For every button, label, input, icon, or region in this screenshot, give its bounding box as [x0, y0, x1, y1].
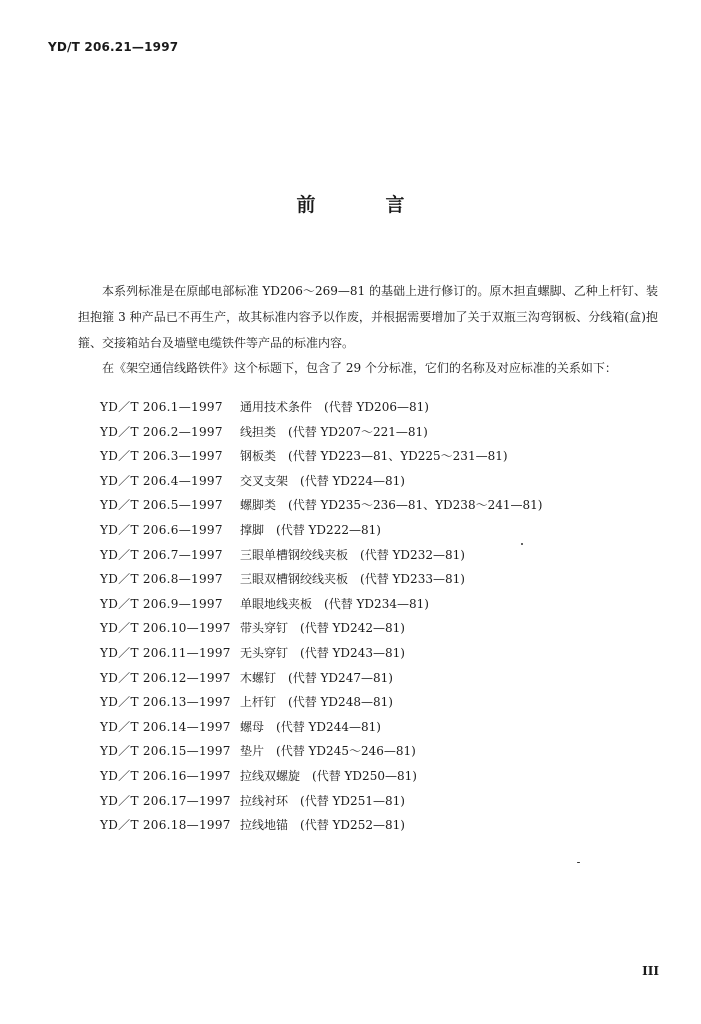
standard-code: YD／T 206.11—1997 [100, 645, 231, 660]
standard-replaces: (代替 YD251—81) [300, 793, 405, 808]
standard-name: 交叉支架 [240, 473, 289, 488]
standard-code: YD／T 206.13—1997 [100, 695, 231, 710]
standard-code: YD／T 206.3—1997 [100, 449, 223, 464]
standard-replaces: (代替 YD250—81) [312, 768, 417, 783]
standard-name: 垫片 [240, 744, 265, 759]
standard-row [100, 518, 542, 543]
standard-row [100, 469, 542, 494]
standard-row [100, 493, 542, 518]
standard-replaces: (代替 YD243—81) [300, 645, 405, 660]
standard-row [100, 690, 542, 715]
scan-speck [577, 862, 580, 863]
standard-code: YD／T 206.17—1997 [100, 793, 231, 808]
standard-replaces: (代替 YD245～246—81) [276, 744, 416, 759]
standard-code: YD／T 206.8—1997 [100, 572, 223, 587]
standard-row [100, 813, 542, 838]
standard-name: 带头穿钉 [240, 621, 289, 636]
standard-name: 拉线双螺旋 [240, 768, 301, 783]
standard-code: YD／T 206.7—1997 [100, 547, 223, 562]
standard-replaces: (代替 YD247—81) [288, 670, 393, 685]
standard-code: YD／T 206.14—1997 [100, 719, 231, 734]
standard-name: 螺脚类 [240, 498, 277, 513]
standard-replaces: (代替 YD232—81) [360, 547, 465, 562]
standard-row [100, 395, 542, 420]
standard-code: YD／T 206.1—1997 [100, 400, 223, 414]
standard-code: YD／T 206.18—1997 [100, 818, 231, 833]
standard-row [100, 666, 542, 691]
standard-row [100, 739, 542, 764]
page-title: 前言 [296, 194, 475, 216]
standard-row [100, 567, 542, 592]
standard-row [100, 764, 542, 789]
standard-replaces: (代替 YD234—81) [324, 596, 429, 611]
standard-code: YD／T 206.10—1997 [100, 621, 231, 636]
document-code: YD/T 206.21—1997 [48, 40, 179, 54]
standard-row [100, 715, 542, 740]
standard-code: YD／T 206.4—1997 [100, 473, 223, 488]
standard-replaces: (代替 YD223—81、YD225～231—81) [288, 449, 508, 464]
page-number: III [642, 964, 659, 978]
standard-row [100, 543, 542, 568]
standard-replaces: (代替 YD224—81) [300, 473, 405, 488]
standard-name: 三眼单槽钢绞线夹板 [240, 547, 349, 562]
standard-row [100, 641, 542, 666]
standard-replaces: (代替 YD222—81) [276, 522, 381, 537]
standard-code: YD／T 206.12—1997 [100, 670, 231, 685]
standard-name: 螺母 [240, 719, 265, 734]
standard-name: 上杆钉 [240, 695, 277, 710]
standard-code: YD／T 206.9—1997 [100, 596, 223, 611]
standard-row [100, 789, 542, 814]
standard-replaces: (代替 YD235～236—81、YD238～241—81) [288, 498, 543, 513]
standard-code: YD／T 206.15—1997 [100, 744, 231, 759]
standard-name: 通用技术条件 [240, 400, 313, 414]
standard-name: 无头穿钉 [240, 645, 289, 660]
standards-list [100, 395, 542, 838]
standard-code: YD／T 206.2—1997 [100, 424, 223, 439]
standard-replaces: (代替 YD206—81) [324, 400, 429, 414]
standard-replaces: (代替 YD207～221—81) [288, 424, 428, 439]
standard-row [100, 420, 542, 445]
standard-row [100, 444, 542, 469]
standard-name: 拉线地锚 [240, 818, 289, 833]
standard-replaces: (代替 YD242—81) [300, 621, 405, 636]
intro-paragraph: 本系列标准是在原邮电部标准 YD206～269—81 的基础上进行修订的。原木担直螺脚、乙种上杆钉、装担抱箍 3 种产品已不再生产，故其标准内容予以作废，并根据需要增加了关于双瓶三沟弯钢板、分线箱(盒)抱箍、交接箱站台及墙壁电缆铁件等产品的标准内容。 [78, 284, 658, 350]
standard-replaces: (代替 YD244—81) [276, 719, 381, 734]
standard-name: 撑脚 [240, 522, 265, 537]
standard-code: YD／T 206.6—1997 [100, 522, 223, 537]
standard-name: 线担类 [240, 424, 277, 439]
standard-name: 钢板类 [240, 449, 277, 464]
standard-name: 三眼双槽钢绞线夹板 [240, 572, 349, 587]
standard-row [100, 616, 542, 641]
scan-speck [521, 543, 523, 545]
standard-name: 单眼地线夹板 [240, 596, 313, 611]
standard-code: YD／T 206.16—1997 [100, 768, 231, 783]
standard-name: 拉线衬环 [240, 793, 289, 808]
standard-replaces: (代替 YD252—81) [300, 818, 405, 833]
list-intro-paragraph: 在《架空通信线路铁件》这个标题下，包含了 29 个分标准，它们的名称及对应标准的关系如下： [102, 361, 617, 375]
standard-row [100, 592, 542, 617]
standard-code: YD／T 206.5—1997 [100, 498, 223, 513]
standard-replaces: (代替 YD233—81) [360, 572, 465, 587]
standard-name: 木螺钉 [240, 670, 277, 685]
standard-replaces: (代替 YD248—81) [288, 695, 393, 710]
